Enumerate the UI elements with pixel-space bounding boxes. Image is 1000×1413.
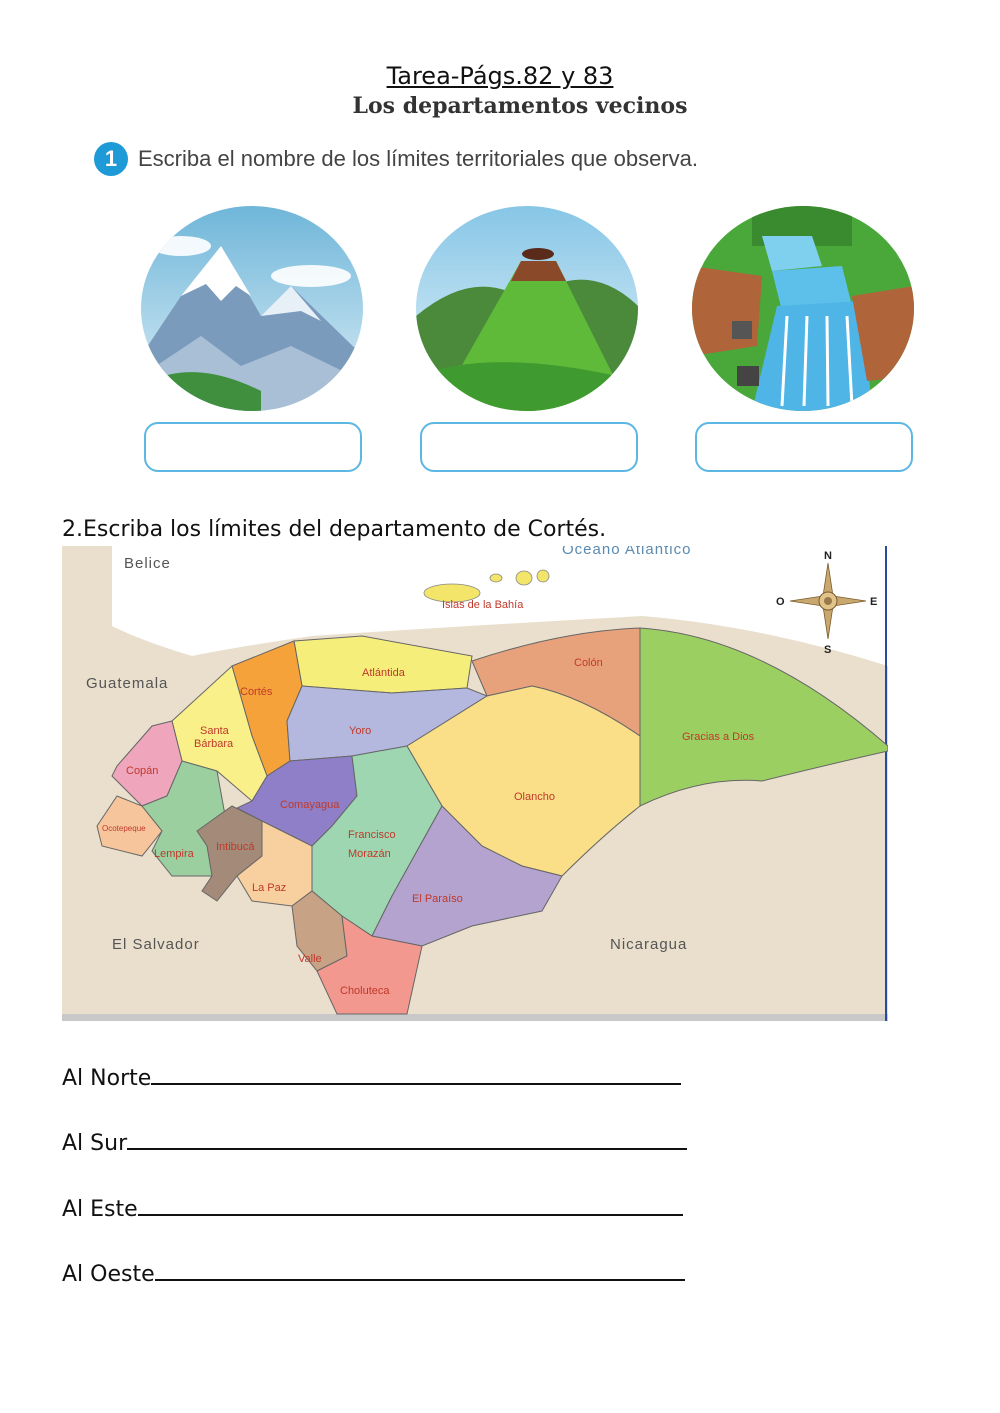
label-intibuca: Intibucá (216, 841, 255, 853)
limit-label-east: Al Este (62, 1197, 138, 1222)
answer-line-east[interactable] (138, 1194, 683, 1216)
label-copan: Copán (126, 765, 159, 777)
answer-line-west[interactable] (155, 1259, 685, 1281)
compass-n: N (824, 550, 832, 562)
label-islas-de-la-bahia: Islas de la Bahía (442, 599, 524, 611)
limit-row-east (62, 1194, 683, 1222)
mountain-range-icon (141, 206, 363, 411)
label-francisco-morazan-1: Francisco (348, 829, 396, 841)
question-1 (94, 142, 698, 176)
limit-row-west (62, 1259, 685, 1287)
label-valle: Valle (298, 953, 322, 965)
limit-row-south (62, 1128, 687, 1156)
question-number-badge: 1 (94, 142, 128, 176)
label-atlantida: Atlántida (362, 667, 405, 679)
limit-row-north (62, 1063, 681, 1091)
label-el-paraiso: El Paraíso (412, 893, 463, 905)
label-lempira: Lempira (154, 848, 194, 860)
waterfall-river-icon (692, 206, 914, 411)
volcano-icon (416, 206, 638, 411)
country-label-nicaragua: Nicaragua (610, 936, 688, 953)
worksheet-subtitle: Los departamentos vecinos (352, 93, 688, 119)
label-comayagua: Comayagua (280, 799, 340, 811)
label-yoro: Yoro (349, 725, 372, 737)
compass-s: S (824, 644, 832, 656)
limit-label-south: Al Sur (62, 1131, 128, 1156)
honduras-map (62, 546, 888, 1021)
limit-label-north: Al Norte (62, 1066, 152, 1091)
answer-line-south[interactable] (127, 1128, 687, 1150)
answer-box-1[interactable] (144, 422, 362, 472)
compass-o: O (776, 596, 785, 608)
country-label-el-salvador: El Salvador (112, 936, 200, 953)
label-olancho: Olancho (514, 791, 555, 803)
label-santa-barbara-2: Bárbara (194, 738, 234, 750)
label-colon: Colón (574, 657, 603, 669)
answer-line-north[interactable] (151, 1063, 681, 1085)
answer-box-2[interactable] (420, 422, 638, 472)
label-la-paz: La Paz (252, 882, 287, 894)
label-gracias-a-dios: Gracias a Dios (682, 731, 755, 743)
label-ocotepeque: Ocotepeque (102, 824, 146, 833)
label-santa-barbara-1: Santa (200, 725, 229, 737)
label-francisco-morazan-2: Morazán (348, 848, 391, 860)
compass-e: E (870, 596, 878, 608)
worksheet-title: Tarea-Págs.82 y 83 (386, 62, 614, 90)
limit-label-west: Al Oeste (62, 1262, 155, 1287)
question-1-text: Escriba el nombre de los límites territoriales que observa. (138, 146, 699, 171)
answer-box-3[interactable] (695, 422, 913, 472)
country-label-belice: Belice (124, 555, 171, 572)
question-2-text: 2.Escriba los límites del departamento de Cortés. (62, 517, 607, 542)
label-cortes: Cortés (240, 686, 273, 698)
label-choluteca: Choluteca (340, 985, 390, 997)
ocean-label: Océano Atlántico (562, 546, 692, 558)
country-label-guatemala: Guatemala (86, 675, 169, 692)
